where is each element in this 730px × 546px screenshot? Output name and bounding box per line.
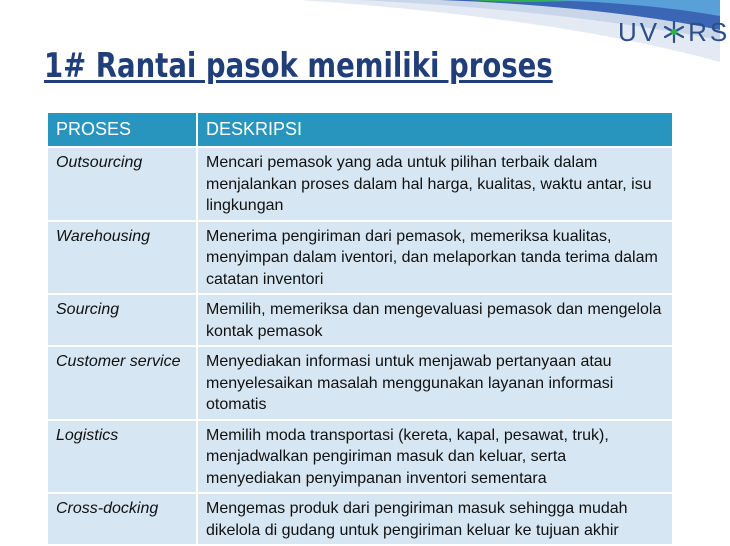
slide-title: 1# Rantai pasok memiliki proses bbox=[44, 46, 553, 86]
logo-text-right: RS bbox=[688, 16, 730, 47]
uvers-logo bbox=[618, 16, 730, 48]
table-row bbox=[48, 295, 672, 345]
table-row bbox=[48, 494, 672, 544]
process-table bbox=[48, 111, 672, 546]
table-row bbox=[48, 222, 672, 294]
process-name: Customer service bbox=[48, 347, 198, 419]
table-header-row bbox=[48, 113, 672, 146]
process-description: Mengemas produk dari pengiriman masuk sehingga mudah dikelola di gudang untuk pengiriman keluar ke tujuan akhir bbox=[198, 494, 672, 544]
header-deskripsi: DESKRIPSI bbox=[198, 113, 672, 146]
process-description: Mencari pemasok yang ada untuk pilihan terbaik dalam menjalankan proses dalam hal harga, kualitas, waktu antar, isu lingkungan bbox=[198, 148, 672, 220]
process-description: Menyediakan informasi untuk menjawab pertanyaan atau menyelesaikan masalah menggunakan layanan informasi otomatis bbox=[198, 347, 672, 419]
process-name: Sourcing bbox=[48, 295, 198, 345]
table-row bbox=[48, 148, 672, 220]
process-name: Warehousing bbox=[48, 222, 198, 294]
logo-text-left: UV bbox=[618, 16, 661, 47]
process-name: Logistics bbox=[48, 421, 198, 493]
process-name: Outsourcing bbox=[48, 148, 198, 220]
process-description: Memilih, memeriksa dan mengevaluasi pemasok dan mengelola kontak pemasok bbox=[198, 295, 672, 345]
table-row bbox=[48, 421, 672, 493]
process-description: Memilih moda transportasi (kereta, kapal, pesawat, truk), menjadwalkan pengiriman masuk dan keluar, serta menyediakan penyimpanan inventori sementara bbox=[198, 421, 672, 493]
process-name: Cross-docking bbox=[48, 494, 198, 544]
table-row bbox=[48, 347, 672, 419]
process-description: Menerima pengiriman dari pemasok, memeriksa kualitas, menyimpan dalam iventori, dan melaporkan tanda terima dalam catatan inventori bbox=[198, 222, 672, 294]
header-proses: PROSES bbox=[48, 113, 198, 146]
snowflake-icon bbox=[662, 20, 686, 44]
